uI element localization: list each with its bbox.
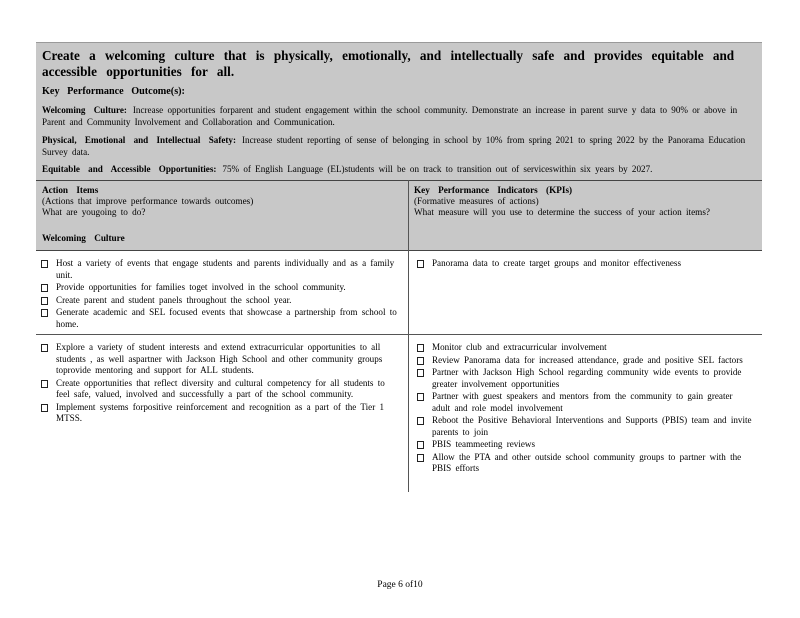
outcome-label: Equitable and Accessible Opportunities: xyxy=(42,164,217,174)
list-item: Panorama data to create target groups and monitor effectiveness xyxy=(414,258,754,270)
list-item: Generate academic and SEL focused events that showcase a partnership from school to home. xyxy=(38,307,400,330)
checkbox-icon xyxy=(417,369,424,377)
checkbox-icon xyxy=(417,417,424,425)
outcome-equitable xyxy=(42,164,754,176)
list-item: Create opportunities that reflect diversity and cultural competency for all students to feel safe, valued, involved and successfully a part of the school community. xyxy=(38,378,400,401)
checkbox-icon xyxy=(41,260,48,268)
outcome-safety xyxy=(42,135,754,158)
checkbox-icon xyxy=(41,380,48,388)
list-item: Create parent and student panels throughout the school year. xyxy=(38,295,400,307)
kpi-header xyxy=(414,185,760,218)
list-item: Review Panorama data for increased attendance, grade and positive SEL factors xyxy=(414,355,754,367)
kpi-list-row-1 xyxy=(414,258,754,271)
outcome-text: Increase student reporting of sense of belonging in school by 10% from spring 2021 to spring 2022 by the Panorama Education Survey data. xyxy=(42,135,746,157)
checkbox-icon xyxy=(417,441,424,449)
outcome-text: Increase opportunities forparent and student engagement within the school community. Demonstrate an increase in parent surve y data to 90% or above in Parent and Community Involvement and Collaboration and Communication. xyxy=(42,105,738,127)
list-item: Partner with Jackson High School regarding community wide events to provide greater involvement opportunities xyxy=(414,367,754,390)
goal-title: Create a welcoming culture that is physically, emotionally, and intellectually safe and provides equitable and accessible opportunities for all. xyxy=(42,48,735,79)
list-item: Allow the PTA and other outside school community groups to partner with the PBIS efforts xyxy=(414,452,754,475)
list-item: Host a variety of events that engage students and parents individually and as a family unit. xyxy=(38,258,400,281)
checkbox-icon xyxy=(417,344,424,352)
list-item: Reboot the Positive Behavioral Interventions and Supports (PBIS) team and invite parents to join xyxy=(414,415,754,438)
checkbox-icon xyxy=(41,344,48,352)
action-items-header xyxy=(42,185,402,218)
checkbox-icon xyxy=(41,297,48,305)
list-item: Partner with guest speakers and mentors from the community to gain greater adult and role model involvement xyxy=(414,391,754,414)
kpi-question: What measure will you use to determine the success of your action items? xyxy=(414,207,710,217)
action-list-row-2 xyxy=(38,342,400,426)
checkbox-icon xyxy=(41,404,48,412)
list-item: PBIS teammeeting reviews xyxy=(414,439,754,451)
checkbox-icon xyxy=(41,284,48,292)
checkbox-icon xyxy=(41,309,48,317)
list-item: Explore a variety of student interests and extend extracurricular opportunities to all students , as well aspartner with Jackson High School and other community groups toprovide mentoring and support for ALL students. xyxy=(38,342,400,377)
checkbox-icon xyxy=(417,260,424,268)
action-items-title: Action Items xyxy=(42,185,99,195)
checkbox-icon xyxy=(417,357,424,365)
list-item: Provide opportunities for families toget involved in the school community. xyxy=(38,282,400,294)
checkbox-icon xyxy=(417,393,424,401)
outcome-label: Physical, Emotional and Intellectual Safety: xyxy=(42,135,237,145)
table-header xyxy=(36,180,762,228)
kpo-label: Key Performance Outcome(s): xyxy=(42,86,185,97)
section-label: Welcoming Culture xyxy=(42,233,125,243)
outcome-welcoming xyxy=(42,105,754,128)
kpi-list-row-2 xyxy=(414,342,754,476)
page-number: Page 6 of10 xyxy=(377,580,423,590)
section-header xyxy=(36,226,762,251)
goal-section xyxy=(36,42,762,181)
kpi-subtitle: (Formative measures of actions) xyxy=(414,196,539,206)
outcome-text: 75% of English Language (EL)students will be on track to transition out of serviceswithin six years by 2027. xyxy=(222,164,653,174)
action-items-subtitle: (Actions that improve performance towards outcomes) xyxy=(42,196,254,206)
outcome-label: Welcoming Culture: xyxy=(42,105,127,115)
row-divider xyxy=(36,334,762,335)
action-items-question: What are yougoing to do? xyxy=(42,207,146,217)
column-divider xyxy=(408,180,409,492)
list-item: Implement systems forpositive reinforcement and recognition as a part of the Tier 1 MTSS. xyxy=(38,402,400,425)
kpi-title: Key Performance Indicators (KPIs) xyxy=(414,185,573,195)
list-item: Monitor club and extracurricular involvement xyxy=(414,342,754,354)
action-list-row-1 xyxy=(38,258,400,331)
checkbox-icon xyxy=(417,454,424,462)
